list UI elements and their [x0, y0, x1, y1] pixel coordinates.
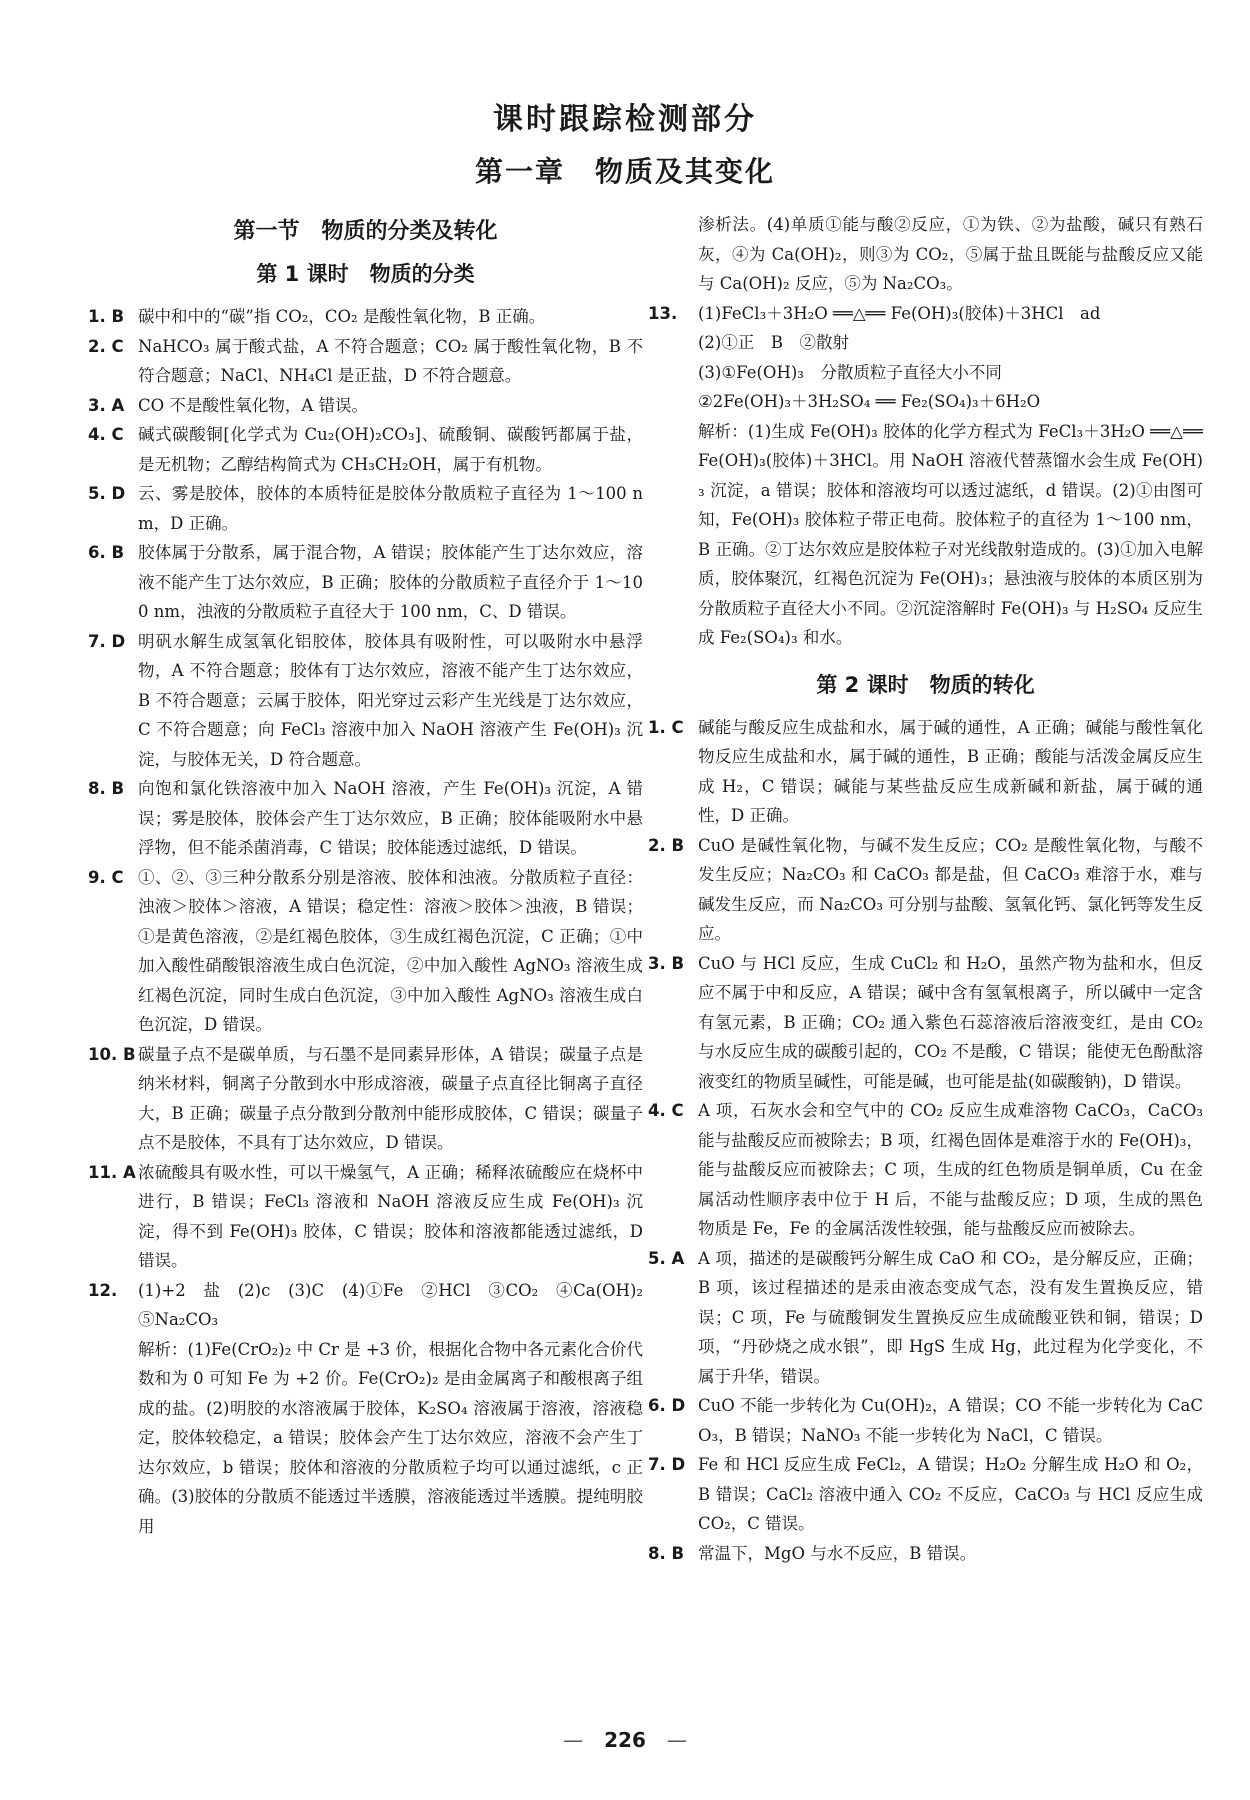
answer-number: 8. B	[88, 779, 125, 798]
answer-item	[648, 1244, 1203, 1392]
answer-number: 6. B	[88, 543, 125, 562]
answer-number: 7. D	[88, 631, 126, 651]
answer-item	[88, 538, 643, 627]
answer-number: 10. B	[88, 1044, 136, 1064]
answer-text: 渗析法。(4)单质①能与酸②反应，①为铁、②为盐酸，碱只有熟石灰，④为 Ca(OH)₂，则③为 CO₂，⑤属于盐且既能与盐酸反应又能与 Ca(OH)₂ 反应，⑤为 Na₂CO₃。	[698, 215, 1203, 293]
answer-number: 3. A	[88, 395, 125, 415]
answer-text: CuO 与 HCl 反应，生成 CuCl₂ 和 H₂O，虽然产物为盐和水，但反应不属于中和反应，A 错误；碱中含有氢氧根离子，所以碱中一定含有氢元素，B 正确；CO₂ 通入紫色石蕊溶液后溶液变红，是由 CO₂ 与水反应生成的碳酸引起的，CO₂ 不是酸，C 错误；能使无色酚酞溶液变红的物质呈碱性，可能是碱，也可能是盐(如碳酸钠)，D 错误。	[698, 953, 1203, 1091]
answer-text: (1)+2 盐 (2)c (3)C (4)①Fe ②HCl ③CO₂ ④Ca(OH)₂ ⑤Na₂CO₃	[138, 1280, 660, 1329]
right-answer-list	[648, 713, 1203, 1569]
answer-text: CuO 是碱性氧化物，与碱不发生反应；CO₂ 是酸性氧化物，与酸不发生反应；Na₂CO₃ 和 CaCO₃ 都是盐，但 CaCO₃ 难溶于水，难与碱发生反应，而 Na₂CO₃ 可分别与盐酸、氢氧化钙、氯化钙等发生反应。	[698, 835, 1203, 943]
answer-item	[648, 831, 1203, 949]
answer-number: 1. B	[88, 307, 125, 326]
answer-item	[88, 302, 643, 332]
answer-number: 8. B	[648, 1543, 685, 1563]
answer-text: CuO 不能一步转化为 Cu(OH)₂，A 错误；CO 不能一步转化为 CaCO₃，B 错误；NaNO₃ 不能一步转化为 NaCl，C 错误。	[698, 1396, 1203, 1445]
answer-text: CO 不是酸性氧化物，A 错误。	[138, 395, 369, 415]
answer-text: NaHCO₃ 属于酸式盐，A 不符合题意；CO₂ 属于酸性氧化物，B 不符合题意；NaCl、NH₄Cl 是正盐，D 不符合题意。	[138, 336, 643, 385]
answer-item	[648, 328, 1203, 358]
answer-number: 13.	[648, 303, 678, 323]
answer-text: 明矾水解生成氢氧化铝胶体，胶体具有吸附性，可以吸附水中悬浮物，A 不符合题意；胶体有丁达尔效应，溶液不能产生丁达尔效应，B 不符合题意；云属于胶体，阳光穿过云彩产生光线是丁达尔效应，C 不符合题意；向 FeCl₃ 溶液中加入 NaOH 溶液产生 Fe(OH)₃ 沉淀，与胶体无关，D 符合题意。	[138, 631, 643, 769]
lesson-title-2: 第 2 课时 物质的转化	[816, 672, 1035, 697]
answer-text: ②2Fe(OH)₃＋3H₂SO₄ ══ Fe₂(SO₄)₃＋6H₂O	[698, 392, 1041, 411]
answer-item	[648, 358, 1203, 388]
answer-text: A 项，描述的是碳酸钙分解生成 CaO 和 CO₂，是分解反应，正确；B 项，该过程描述的是汞由液态变成气态，没有发生置换反应，错误；C 项，Fe 与硫酸铜发生置换反应生成硫酸亚铁和铜，错误；D 项，“丹砂烧之成水银”，即 HgS 生成 Hg，此过程为化学变化，不属于升华，错误。	[698, 1248, 1203, 1386]
answer-text: 常温下，MgO 与水不反应，B 错误。	[698, 1543, 977, 1563]
answer-number: 3. B	[648, 953, 685, 973]
answer-item	[88, 1158, 643, 1276]
answer-number: 4. C	[648, 1101, 684, 1120]
answer-text: 向饱和氯化铁溶液中加入 NaOH 溶液，产生 Fe(OH)₃ 沉淀，A 错误；雾是胶体，胶体会产生丁达尔效应，B 正确；胶体能吸附水中悬浮物，但不能杀菌消毒，C 错误；胶体能透过滤纸，D 错误。	[138, 779, 643, 857]
answer-item	[88, 420, 643, 479]
answer-text: A 项，石灰水会和空气中的 CO₂ 反应生成难溶物 CaCO₃，CaCO₃ 能与盐酸反应而被除去；B 项，红褐色固体是难溶于水的 Fe(OH)₃，能与盐酸反应而被除去；C 项，生成的红色物质是铜单质，Cu 在金属活动性顺序表中位于 H 后，不能与盐酸反应；D 项，生成的黑色物质是 Fe，Fe 的金属活泼性较强，能与盐酸反应而被除去。	[698, 1101, 1203, 1238]
answer-number: 5. A	[648, 1248, 685, 1268]
left-answer-list	[88, 302, 660, 1541]
chapter-title: 第一章 物质及其变化	[474, 155, 775, 188]
answer-number: 7. D	[648, 1455, 686, 1474]
answer-item	[648, 949, 1203, 1097]
footer-dash-right: —	[666, 1728, 687, 1752]
answer-number: 4. C	[88, 425, 124, 444]
answer-item	[88, 332, 643, 391]
answer-text: 碱式碳酸铜[化学式为 Cu₂(OH)₂CO₃]、硫酸铜、碳酸钙都属于盐，是无机物；乙醇结构简式为 CH₃CH₂OH，属于有机物。	[138, 425, 643, 474]
answer-text: 浓硫酸具有吸水性，可以干燥氢气，A 正确；稀释浓硫酸应在烧杯中进行，B 错误；FeCl₃ 溶液和 NaOH 溶液反应生成 Fe(OH)₃ 沉淀，得不到 Fe(OH)₃ 胶体，C 错误；胶体和溶液都能透过滤纸，D 错误。	[138, 1162, 643, 1270]
answer-item	[88, 863, 643, 1040]
answer-item	[88, 627, 643, 775]
answer-number: 6. D	[648, 1396, 686, 1415]
answer-item	[88, 1276, 660, 1335]
section-title: 第一节 物质的分类及转化	[233, 219, 498, 244]
footer-dash-left: —	[563, 1728, 584, 1752]
answer-text: Fe 和 HCl 反应生成 FeCl₂，A 错误；H₂O₂ 分解生成 H₂O 和 O₂，B 错误；CaCl₂ 溶液中通入 CO₂ 不反应，CaCO₃ 与 HCl 反应生成 CO₂，C 错误。	[698, 1455, 1203, 1533]
lesson-title-1: 第 1 课时 物质的分类	[256, 262, 475, 286]
answer-item	[88, 479, 643, 538]
answer-item	[88, 1040, 643, 1158]
answer-text: 解析：(1)Fe(CrO₂)₂ 中 Cr 是 +3 价，根据化合物中各元素化合价代数和为 0 可知 Fe 为 +2 价。Fe(CrO₂)₂ 是由金属离子和酸根离子组成的盐。(2)明胶的水溶液属于胶体，K₂SO₄ 溶液属于溶液，溶液稳定，胶体较稳定，a 错误；胶体会产生丁达尔效应，溶液不会产生丁达尔效应，b 错误；胶体和溶液的分散质粒子均可以通过滤纸，c 正确。(3)胶体的分散质不能透过半透膜，溶液能透过半透膜。提纯明胶用	[138, 1339, 643, 1536]
answer-number: 1. C	[648, 717, 684, 737]
answer-number: 2. C	[88, 336, 124, 356]
answer-number: 5. D	[88, 484, 126, 503]
answer-number: 9. C	[88, 867, 124, 887]
right-column	[648, 210, 1203, 1568]
answer-item	[88, 1335, 643, 1542]
answer-text: 碳量子点不是碳单质，与石墨不是同素异形体，A 错误；碳量子点是纳米材料，铜离子分散到水中形成溶液，碳量子点直径比铜离子直径大，B 正确；碳量子点分散到分散剂中能形成胶体，C 错误；碳量子点不是胶体，不具有丁达尔效应，D 错误。	[138, 1044, 643, 1152]
answer-item	[648, 1539, 1203, 1569]
answer-item	[648, 299, 1203, 329]
answer-number: 11. A	[88, 1162, 136, 1182]
answer-item	[648, 1096, 1203, 1244]
answer-text: 解析：(1)生成 Fe(OH)₃ 胶体的化学方程式为 FeCl₃＋3H₂O ══△══ Fe(OH)₃(胶体)＋3HCl。用 NaOH 溶液代替蒸馏水会生成 Fe(OH)₃ 沉淀，a 错误；胶体和溶液均可以透过滤纸，d 错误。(2)①由图可知，Fe(OH)₃ 胶体粒子带正电荷。胶体粒子的直径为 1～100 nm，B 正确。②丁达尔效应是胶体粒子对光线散射造成的。(3)①加入电解质，胶体聚沉，红褐色沉淀为 Fe(OH)₃；悬浊液与胶体的本质区别为分散质粒子直径大小不同。②沉淀溶解时 Fe(OH)₃ 与 H₂SO₄ 反应生成 Fe₂(SO₄)₃ 和水。	[698, 421, 1203, 647]
answer-item	[648, 417, 1203, 653]
answer-item	[648, 387, 1203, 417]
answer-item	[648, 713, 1203, 831]
answer-text: 碱能与酸反应生成盐和水，属于碱的通性，A 正确；碱能与酸性氧化物反应生成盐和水，属于碱的通性，B 正确；酸能与活泼金属反应生成 H₂，C 错误；碱能与某些盐反应生成新碱和新盐，属于碱的通性，D 正确。	[698, 717, 1203, 825]
right-continued-answers	[648, 210, 1203, 653]
page-number: 226	[604, 1728, 646, 1752]
answer-item	[648, 1450, 1203, 1539]
answer-text: 碳中和中的“碳”指 CO₂，CO₂ 是酸性氧化物，B 正确。	[138, 307, 546, 326]
answer-text: (3)①Fe(OH)₃ 分散质粒子直径大小不同	[698, 362, 1002, 382]
answer-text: 胶体属于分散系，属于混合物，A 错误；胶体能产生丁达尔效应，溶液不能产生丁达尔效应，B 正确；胶体的分散质粒子直径介于 1～100 nm，浊液的分散质粒子直径大于 100 nm，C、D 错误。	[138, 543, 643, 621]
answer-item	[648, 1391, 1203, 1450]
page-main-title: 课时跟踪检测部分	[493, 102, 757, 137]
answer-number: 2. B	[648, 835, 685, 855]
answer-text: (1)FeCl₃＋3H₂O ══△══ Fe(OH)₃(胶体)＋3HCl ad	[698, 303, 1101, 323]
answer-item	[88, 774, 643, 863]
answer-text: ①、②、③三种分散系分别是溶液、胶体和浊液。分散质粒子直径：浊液＞胶体＞溶液，A 错误；稳定性：溶液＞胶体＞浊液，B 错误；①是黄色溶液，②是红褐色胶体，③生成红褐色沉淀，C 正确；①中加入酸性硝酸银溶液生成白色沉淀，②中加入酸性 AgNO₃ 溶液生成红褐色沉淀，同时生成白色沉淀，③中加入酸性 AgNO₃ 溶液生成白色沉淀，D 错误。	[138, 867, 643, 1034]
page-footer	[0, 1728, 1250, 1752]
answer-text: 云、雾是胶体，胶体的本质特征是胶体分散质粒子直径为 1～100 nm，D 正确。	[138, 484, 643, 533]
answer-number: 12.	[88, 1280, 118, 1300]
left-column	[88, 210, 660, 1541]
answer-item	[88, 391, 643, 421]
answer-text: (2)①正 B ②散射	[698, 333, 849, 352]
answer-item	[648, 210, 1203, 299]
